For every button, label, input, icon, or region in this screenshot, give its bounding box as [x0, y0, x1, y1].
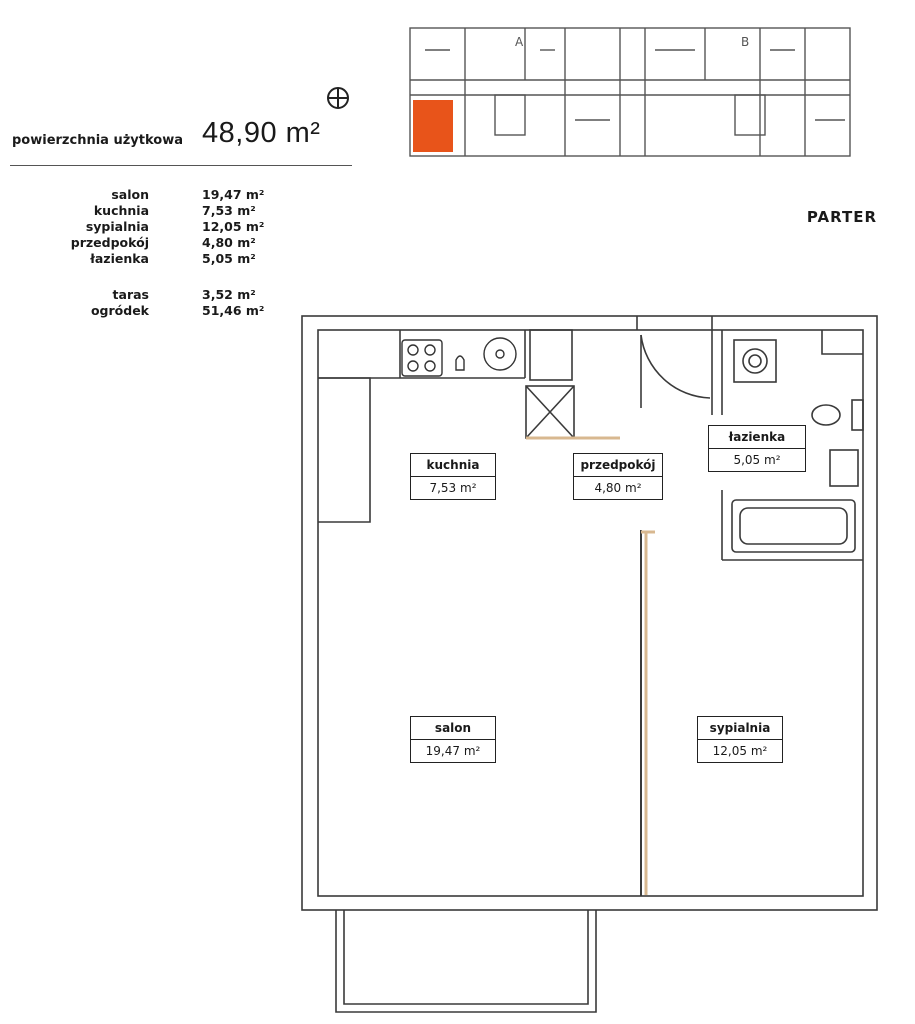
area-value: 12,05 m² [202, 219, 265, 234]
room-area: 19,47 m² [425, 744, 481, 758]
bathtub [732, 500, 855, 552]
area-name: łazienka [90, 251, 149, 266]
room-label-salon [410, 716, 496, 763]
area-name: taras [112, 287, 149, 302]
shower-tray [526, 386, 574, 438]
room-label-lazienka [708, 425, 806, 472]
room-label-przedpokoj [573, 453, 663, 500]
room-area: 12,05 m² [712, 744, 768, 758]
room-name: sypialnia [698, 717, 782, 740]
room-area: 7,53 m² [429, 481, 477, 495]
compass-icon [326, 86, 350, 110]
room-area: 4,80 m² [594, 481, 642, 495]
area-value: 19,47 m² [202, 187, 265, 202]
inner-wall [318, 330, 863, 896]
area-name: salon [111, 187, 149, 202]
room-area: 5,05 m² [733, 453, 781, 467]
cooktop [402, 340, 442, 376]
room-name: przedpokój [574, 454, 662, 477]
area-value: 51,46 m² [202, 303, 265, 318]
area-name: kuchnia [93, 203, 149, 218]
toilet [812, 405, 840, 425]
area-value: 7,53 m² [202, 203, 256, 218]
washbasin [830, 450, 858, 486]
area-value: 3,52 m² [202, 287, 256, 302]
room-name: łazienka [709, 426, 805, 449]
usable-area-label: powierzchnia użytkowa [12, 133, 183, 148]
area-name: sypialnia [85, 219, 149, 234]
kitchen-counter [318, 378, 370, 522]
room-name: salon [411, 717, 495, 740]
section-b-label: B [741, 35, 750, 49]
usable-area-value: 48,90 m² [202, 117, 321, 149]
area-name: ogródek [90, 303, 149, 318]
room-label-sypialnia [697, 716, 783, 763]
floor-label: PARTER [806, 208, 877, 226]
area-value: 4,80 m² [202, 235, 256, 250]
area-value: 5,05 m² [202, 251, 256, 266]
room-label-kuchnia [410, 453, 496, 500]
entry-door-swing [641, 335, 710, 398]
section-a-label: A [515, 35, 524, 49]
washing-machine [734, 340, 776, 382]
outer-wall [302, 316, 877, 910]
building-key-plan [405, 20, 860, 165]
room-name: kuchnia [411, 454, 495, 477]
kitchen-sink [456, 338, 516, 370]
terrace [336, 910, 596, 1012]
area-name: przedpokój [70, 235, 149, 250]
summary-divider [10, 165, 352, 166]
apartment-highlight [413, 100, 453, 152]
